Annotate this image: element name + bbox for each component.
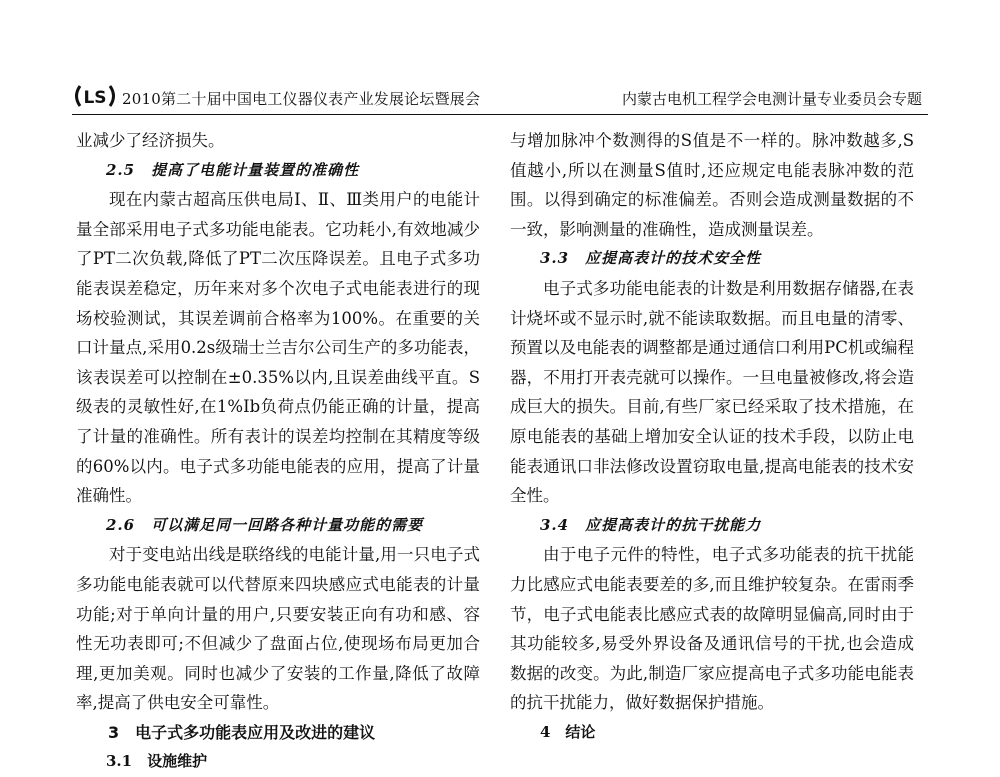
- section-heading-3: 3 电子式多功能表应用及改进的建议: [108, 722, 376, 742]
- section-heading-2-5: 2.5 提高了电能计量装置的准确性: [106, 160, 360, 179]
- continued-paragraph: 与增加脉冲个数测得的S值是不一样的。脉冲数越多,S值越小,所以在测量S值时,还应规定电能表脉冲数的范围。以得到确定的标准偏差。否则会造成测量数据的不一致，影响测量的准确性，造成测量误差。: [510, 131, 914, 239]
- header-section-title: 内蒙古电机工程学会电测计量专业委员会专题: [621, 90, 922, 108]
- page-header: [72, 82, 928, 110]
- section-heading-2-6: 2.6 可以满足同一回路各种计量功能的需要: [106, 515, 424, 534]
- section-heading-3-1: 3.1 设施维护: [106, 752, 208, 771]
- section-heading-3-4: 3.4 应提高表计的抗干扰能力: [540, 515, 762, 534]
- paragraph-3-4: 由于电子元件的特性，电子式多功能表的抗干扰能力比感应式电能表要差的多,而且维护较复杂。在雷雨季节，电子式电能表比感应式表的故障明显偏高,同时由于其功能较多,易受外界设备及通讯信号的干扰,也会造成数据的改变。为此,制造厂家应提高电子式多功能电能表的抗干扰能力，做好数据保护措施。: [510, 545, 914, 713]
- paragraph-3-3: 电子式多功能电能表的计数是利用数据存储器,在表计烧坏或不显示时,就不能读取数据。而且电量的清零、预置以及电能表的调整都是通过通信口利用PC机或编程器，不用打开表壳就可以操作。一旦电量被修改,将会造成巨大的损失。目前,有些厂家已经采取了技术措施，在原电能表的基础上增加安全认证的技术手段，以防止电能表通讯口非法修改设置窃取电量,提高电能表的技术安全性。: [510, 278, 914, 506]
- right-column: [510, 126, 914, 747]
- paragraph-2-6: 对于变电站出线是联络线的电能计量,用一只电子式多功能电能表就可以代替原来四块感应式电能表的计量功能;对于单向计量的用户,只要安装正向有功和感、容性无功表即可;不但减少了盘面占位,使现场布局更加合理,更加美观。同时也减少了安装的工作量,降低了故障率,提高了供电安全可靠性。: [76, 545, 480, 713]
- conference-logo-icon: [72, 82, 118, 110]
- section-heading-4: 4 结论: [540, 722, 596, 741]
- continued-paragraph: 业减少了经济损失。: [76, 131, 225, 150]
- left-column: [76, 126, 480, 777]
- logo-lettering: LS: [83, 88, 107, 108]
- section-heading-3-3: 3.3 应提高表计的技术安全性: [540, 249, 762, 268]
- header-conference-title: 2010第二十届中国电工仪器仪表产业发展论坛暨展会: [122, 90, 481, 108]
- header-divider: [72, 114, 928, 115]
- paragraph-2-5: 现在内蒙古超高压供电局Ⅰ、Ⅱ、Ⅲ类用户的电能计量全部采用电子式多功能电能表。它功耗小,有效地减少了PT二次负载,降低了PT二次压降误差。且电子式多功能表误差稳定，历年来对多个次电子式电能表进行的现场校验测试，其误差调前合格率为100%。在重要的关口计量点,采用0.2s级瑞士兰吉尔公司生产的多功能表，该表误差可以控制在±0.35%以内,且误差曲线平直。S级表的灵敏性好,在1%Ib负荷点仍能正确的计量，提高了计量的准确性。所有表计的误差均控制在其精度等级的60%以内。电子式多功能电能表的应用，提高了计量准确性。: [76, 190, 480, 506]
